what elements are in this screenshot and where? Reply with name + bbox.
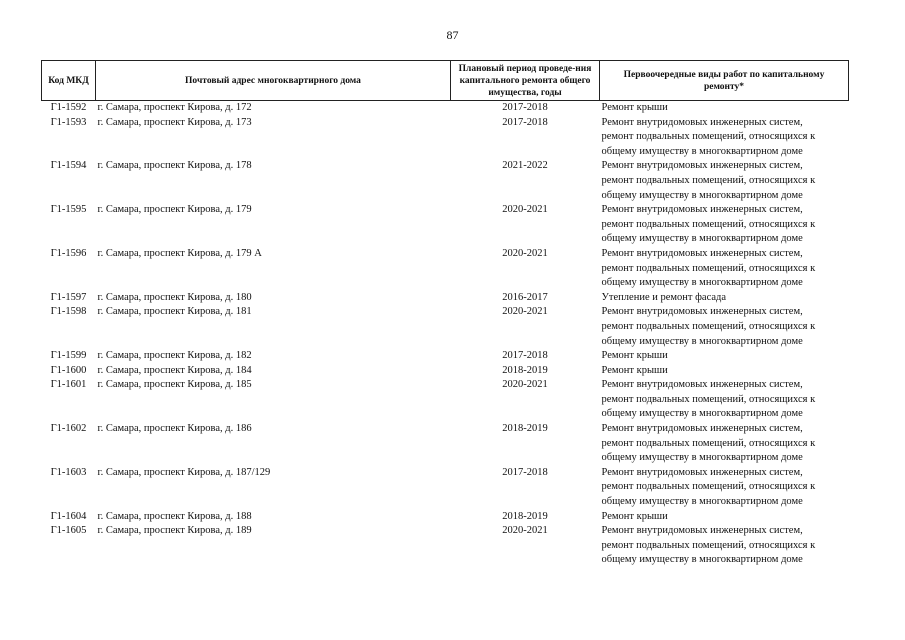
work-line: Ремонт крыши — [601, 364, 668, 376]
header-code: Код МКД — [42, 61, 96, 101]
repair-period: 2017-2018 — [502, 466, 548, 478]
table-row — [42, 159, 849, 203]
work-line: Ремонт крыши — [601, 510, 668, 522]
table-row — [42, 466, 849, 510]
table-row — [42, 524, 849, 568]
priority-works — [600, 305, 849, 349]
postal-address: г. Самара, проспект Кирова, д. 186 — [97, 423, 252, 435]
capital-repair-table — [41, 60, 849, 568]
priority-works — [600, 378, 849, 422]
table-row — [42, 364, 849, 379]
mkd-code: Г1-1601 — [50, 379, 87, 391]
work-line: ремонт подвальных помещений, относящихся к — [601, 437, 816, 449]
work-line: ремонт подвальных помещений, относящихся к — [601, 174, 816, 186]
priority-works — [600, 116, 849, 160]
repair-period: 2020-2021 — [502, 379, 548, 391]
priority-works — [600, 247, 849, 291]
work-line: Утепление и ремонт фасада — [601, 291, 727, 303]
work-line: ремонт подвальных помещений, относящихся к — [601, 262, 816, 274]
table-header — [42, 61, 849, 101]
repair-period: 2017-2018 — [502, 116, 548, 128]
work-line: общему имуществу в многоквартирном доме — [601, 189, 803, 201]
header-works: Первоочередные виды работ по капитальному ремонту* — [600, 61, 849, 101]
work-line: Ремонт крыши — [601, 102, 668, 113]
work-line: Ремонт внутридомовых инженерных систем, — [601, 160, 803, 172]
work-line: Ремонт внутридомовых инженерных систем, — [601, 423, 803, 435]
priority-works — [600, 203, 849, 247]
work-line: ремонт подвальных помещений, относящихся к — [601, 539, 816, 551]
table-row — [42, 305, 849, 349]
repair-period: 2020-2021 — [502, 204, 548, 216]
work-line: ремонт подвальных помещений, относящихся к — [601, 481, 816, 493]
mkd-code: Г1-1592 — [50, 102, 87, 113]
work-line: общему имуществу в многоквартирном доме — [601, 408, 803, 420]
mkd-code: Г1-1598 — [50, 306, 87, 318]
postal-address: г. Самара, проспект Кирова, д. 179 — [97, 204, 252, 216]
mkd-code: Г1-1593 — [50, 116, 87, 128]
work-line: Ремонт внутридомовых инженерных систем, — [601, 525, 803, 537]
work-line: общему имуществу в многоквартирном доме — [601, 145, 803, 157]
work-line: Ремонт внутридомовых инженерных систем, — [601, 247, 803, 259]
repair-period: 2017-2018 — [502, 102, 548, 113]
work-line: ремонт подвальных помещений, относящихся к — [601, 320, 816, 332]
repair-period: 2018-2019 — [502, 423, 548, 435]
repair-period: 2018-2019 — [502, 510, 548, 522]
mkd-code: Г1-1599 — [50, 350, 87, 362]
header-row — [42, 61, 849, 101]
table-row — [42, 203, 849, 247]
work-line: Ремонт внутридомовых инженерных систем, — [601, 204, 803, 216]
postal-address: г. Самара, проспект Кирова, д. 184 — [97, 364, 252, 376]
postal-address: г. Самара, проспект Кирова, д. 187/129 — [97, 466, 271, 478]
page-number: 87 — [446, 28, 459, 42]
table-row — [42, 510, 849, 525]
header-address: Почтовый адрес многоквартирного дома — [96, 61, 451, 101]
work-line: общему имуществу в многоквартирном доме — [601, 452, 803, 464]
work-line: общему имуществу в многоквартирном доме — [601, 277, 803, 289]
repair-period: 2017-2018 — [502, 350, 548, 362]
work-line: Ремонт внутридомовых инженерных систем, — [601, 306, 803, 318]
work-line: ремонт подвальных помещений, относящихся к — [601, 218, 816, 230]
priority-works — [600, 510, 849, 525]
mkd-code: Г1-1602 — [50, 423, 87, 435]
work-line: общему имуществу в многоквартирном доме — [601, 233, 803, 245]
table-row — [42, 378, 849, 422]
work-line: Ремонт крыши — [601, 350, 668, 362]
mkd-code: Г1-1605 — [50, 525, 87, 537]
repair-period: 2016-2017 — [502, 291, 548, 303]
repair-period: 2020-2021 — [502, 247, 548, 259]
table-row — [42, 291, 849, 306]
postal-address: г. Самара, проспект Кирова, д. 180 — [97, 291, 252, 303]
mkd-code: Г1-1604 — [50, 510, 87, 522]
repair-period: 2020-2021 — [502, 306, 548, 318]
priority-works — [600, 422, 849, 466]
repair-period: 2021-2022 — [502, 160, 548, 172]
mkd-code: Г1-1596 — [50, 247, 87, 259]
work-line: Ремонт внутридомовых инженерных систем, — [601, 116, 803, 128]
work-line: общему имуществу в многоквартирном доме — [601, 554, 803, 566]
priority-works — [600, 101, 849, 116]
table-row — [42, 116, 849, 160]
postal-address: г. Самара, проспект Кирова, д. 182 — [97, 350, 252, 362]
repair-period: 2018-2019 — [502, 364, 548, 376]
priority-works — [600, 159, 849, 203]
postal-address: г. Самара, проспект Кирова, д. 178 — [97, 160, 252, 172]
work-line: Ремонт внутридомовых инженерных систем, — [601, 379, 803, 391]
work-line: общему имуществу в многоквартирном доме — [601, 335, 803, 347]
mkd-code: Г1-1597 — [50, 291, 87, 303]
table-row — [42, 422, 849, 466]
work-line: ремонт подвальных помещений, относящихся к — [601, 393, 816, 405]
table-body — [42, 101, 849, 569]
priority-works — [600, 364, 849, 379]
table-row — [42, 247, 849, 291]
table-row — [42, 101, 849, 116]
priority-works — [600, 291, 849, 306]
postal-address: г. Самара, проспект Кирова, д. 189 — [97, 525, 252, 537]
work-line: ремонт подвальных помещений, относящихся к — [601, 131, 816, 143]
postal-address: г. Самара, проспект Кирова, д. 172 — [97, 102, 252, 113]
mkd-code: Г1-1603 — [50, 466, 87, 478]
mkd-code: Г1-1600 — [50, 364, 87, 376]
postal-address: г. Самара, проспект Кирова, д. 173 — [97, 116, 252, 128]
mkd-code: Г1-1594 — [50, 160, 87, 172]
postal-address: г. Самара, проспект Кирова, д. 185 — [97, 379, 252, 391]
postal-address: г. Самара, проспект Кирова, д. 179 А — [97, 247, 262, 259]
postal-address: г. Самара, проспект Кирова, д. 181 — [97, 306, 252, 318]
work-line: Ремонт внутридомовых инженерных систем, — [601, 466, 803, 478]
priority-works — [600, 349, 849, 364]
table-row — [42, 349, 849, 364]
repair-period: 2020-2021 — [502, 525, 548, 537]
header-period: Плановый период проведе-ния капитального ремонта общего имущества, годы — [451, 61, 600, 101]
priority-works — [600, 466, 849, 510]
mkd-code: Г1-1595 — [50, 204, 87, 216]
postal-address: г. Самара, проспект Кирова, д. 188 — [97, 510, 252, 522]
priority-works — [600, 524, 849, 568]
work-line: общему имуществу в многоквартирном доме — [601, 496, 803, 508]
